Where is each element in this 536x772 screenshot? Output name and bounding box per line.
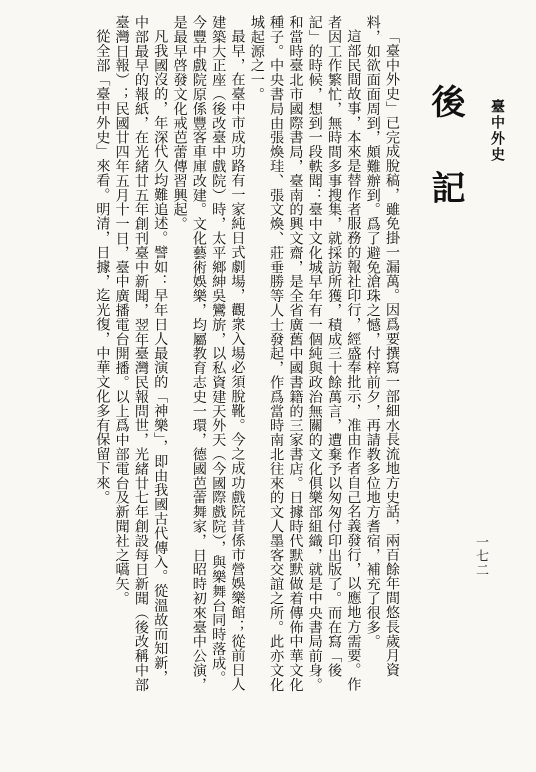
running-header-book-title: 臺中外史 (489, 99, 505, 163)
paragraph: 這部民間故事，本來是替作者服務的報社印行，經盛奉批示，准由作者自己名義發行，以應地方需要。作者因工作繁忙，無時間多事搜集，就採訪所獲，積成三十餘萬言，遭棄予以匆匆付印出版了。而在寫「後記」的時候，想到一段軼聞：臺中文化城早年有一個純與政治無關的文化俱樂部組織，就是中央書局前身。和當時臺北市國際書局，臺南的興文齋，是全省廣舊中國書籍的三家書店。日據時代默默做着傳佈中華文化種子。中央書局由張煥珪、張文煥、莊垂勝等人士發起，作爲當時南北往來的文人墨客交誼之所。此亦文化城起源之一。 (248, 15, 362, 692)
page-number: 一七二 (473, 535, 488, 577)
paragraph: 最早，在臺中市成功路有一家純日式劇場，觀衆入場必須脫靴。今之成功戲院昔係市營娛樂館；從前日人建築大正座（後改臺中戲院）時，太平鄉紳吳鸞旂，以私資建天外天（今國際戲院），與樂舞台同時落成。今豐中戲院原係豐客車庫改建。文化藝術娛樂，均屬教育志史一環，德國芭蕾舞家，日昭時初來臺中公演，是最早啓發文化戒芭蕾傳習興起。 (171, 15, 246, 692)
paragraph: 從全部「臺中外史」來看。明清，日據，迄光復，中華文化多有保留下來。 (94, 29, 111, 505)
paragraph: 凡我國沒的，年深代久均難追述。譬如：早年日人最演的「神樂」，即由我國古代傳入。從溫故而知新，中部最早的報紙，在光緒廿五年創刊臺中新聞，翌年臺灣民報問世，光緒廿七年創設每日新聞（後改稱中部臺灣日報）；民國廿四年五月十一日，臺中廣播電台開播。以上爲中部電台及新聞社之嚆矢。 (113, 15, 169, 692)
body-text (16, 15, 401, 695)
chapter-title: 後記 (425, 84, 465, 256)
paragraph: 「臺中外史」已完成脫稿，雖免掛一漏萬。因爲要撰寫一部細水長流地方史話，兩百餘年間悠長歲月資料，如欲面面周到，頗難辦到。爲了避免滄珠之憾，付梓前夕，再請教多位地方耆宿，補充了很多。 (364, 15, 400, 678)
